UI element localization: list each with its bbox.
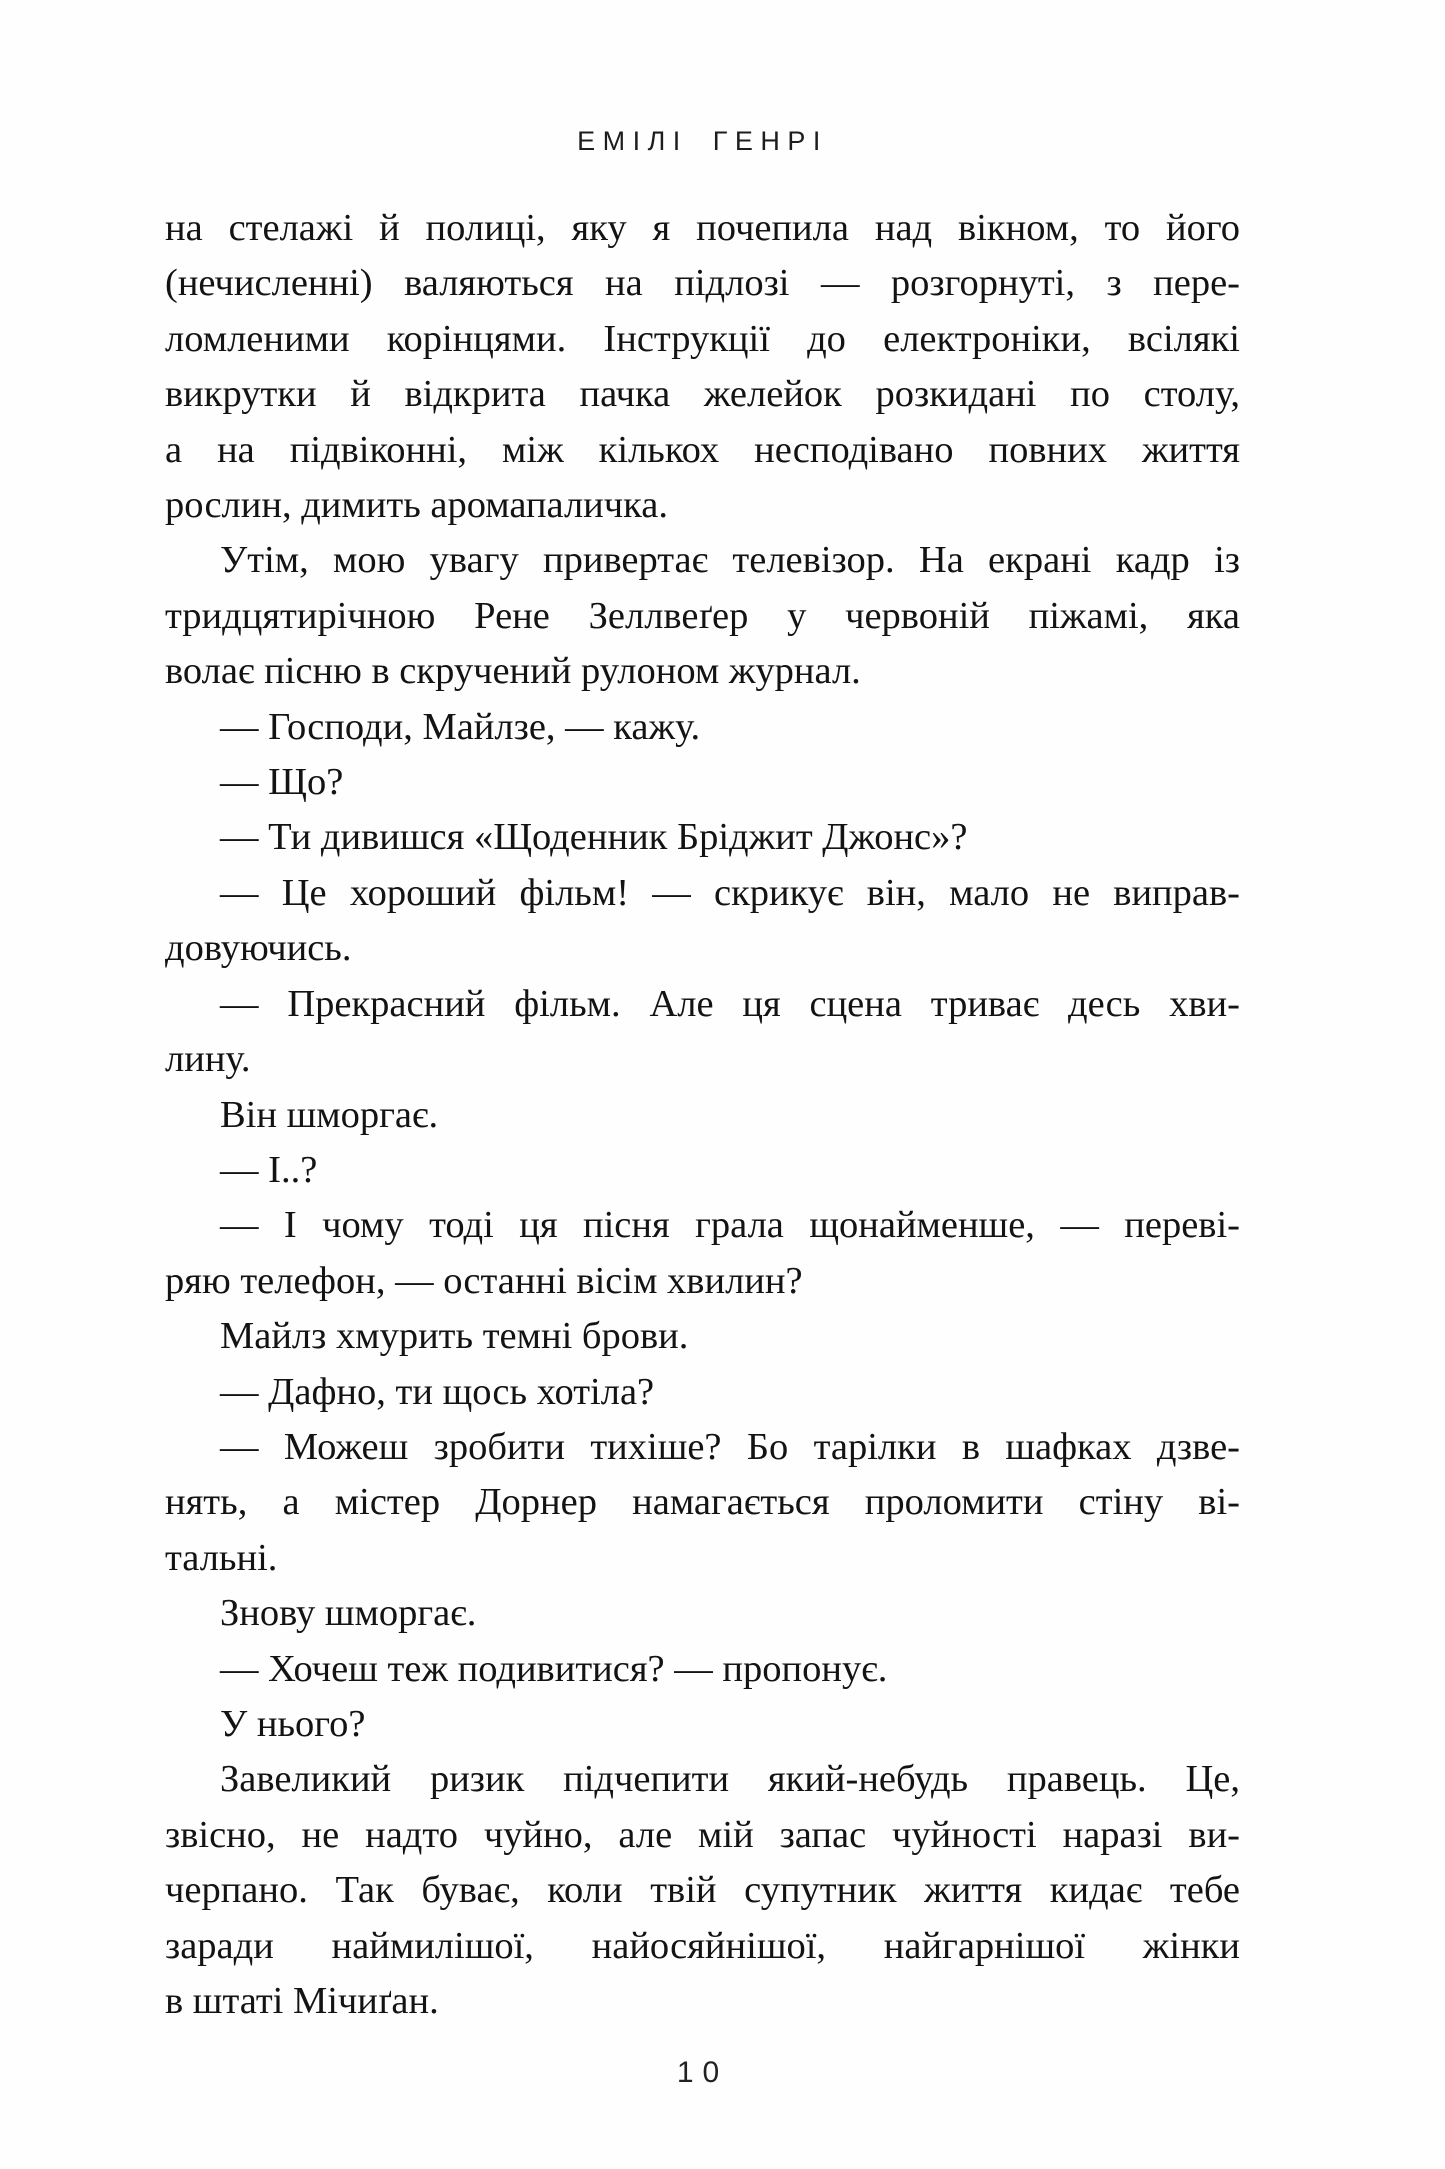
text-line: У нього?: [220, 1702, 366, 1745]
text-line: Утім, мою увагу привертає телевізор. На екрані кадр із: [220, 539, 1240, 582]
text-line: тальні.: [165, 1536, 278, 1579]
text-line: лину.: [165, 1038, 251, 1081]
text-line: — Господи, Майлзе, — кажу.: [220, 705, 701, 748]
text-line: Завеликий ризик підчепити який-небудь правець. Це,: [220, 1758, 1240, 1801]
text-line: — Що?: [220, 761, 344, 804]
text-line: тридцятирічною Рене Зеллвеґер у червоній піжамі, яка: [165, 594, 1240, 637]
text-line: — Ти дивишся «Щоденник Бріджит Джонс»?: [220, 816, 968, 859]
text-line: звісно, не надто чуйно, але мій запас чуйності наразі ви-: [165, 1813, 1240, 1856]
text-line: — Хочеш теж подивитися? — пропонує.: [220, 1647, 888, 1690]
text-line: Майлз хмурить темні брови.: [220, 1315, 689, 1358]
text-line: заради наймилішої, найосяйнішої, найгарнішої жінки: [165, 1924, 1240, 1967]
text-line: на стелажі й полиці, яку я почепила над вікном, то його: [165, 207, 1240, 249]
running-header: ЕМІЛІ ГЕНРІ: [577, 126, 828, 156]
text-line: — І..?: [220, 1148, 318, 1191]
text-line: ломленими корінцями. Інструкції до електроніки, всілякі: [165, 317, 1240, 360]
text-line: черпано. Так буває, коли твій супутник життя кидає тебе: [165, 1869, 1240, 1912]
text-line: рослин, димить аромапаличка.: [165, 484, 668, 527]
text-line: в штаті Мічиґан.: [165, 1980, 439, 2022]
page-number: 10: [676, 2056, 729, 2089]
text-line: — Дафно, ти щось хотіла?: [220, 1370, 655, 1413]
text-line: — Прекрасний фільм. Але ця сцена триває десь хви-: [220, 982, 1240, 1025]
text-line: волає пісню в скручений рулоном журнал.: [165, 650, 861, 693]
text-line: а на підвіконні, між кількох несподівано повних життя: [165, 428, 1240, 471]
text-line: — Можеш зробити тихіше? Бо тарілки в шафках дзве-: [220, 1425, 1240, 1468]
text-line: — І чому тоді ця пісня грала щонайменше, — переві-: [220, 1204, 1240, 1247]
text-line: (нечисленні) валяються на підлозі — розгорнуті, з пере-: [165, 262, 1240, 305]
text-line: ряю телефон, — останні вісім хвилин?: [165, 1259, 803, 1302]
text-line: нять, а містер Дорнер намагається проломити стіну ві-: [165, 1481, 1240, 1524]
page-body-text: [165, 201, 1240, 2029]
text-line: довуючись.: [165, 927, 352, 970]
text-line: Він шморгає.: [220, 1093, 439, 1136]
text-line: — Це хороший фільм! — скрикує він, мало не виправ-: [220, 871, 1240, 914]
text-line: Знову шморгає.: [220, 1592, 477, 1635]
text-line: викрутки й відкрита пачка желейок розкидані по столу,: [165, 373, 1240, 416]
